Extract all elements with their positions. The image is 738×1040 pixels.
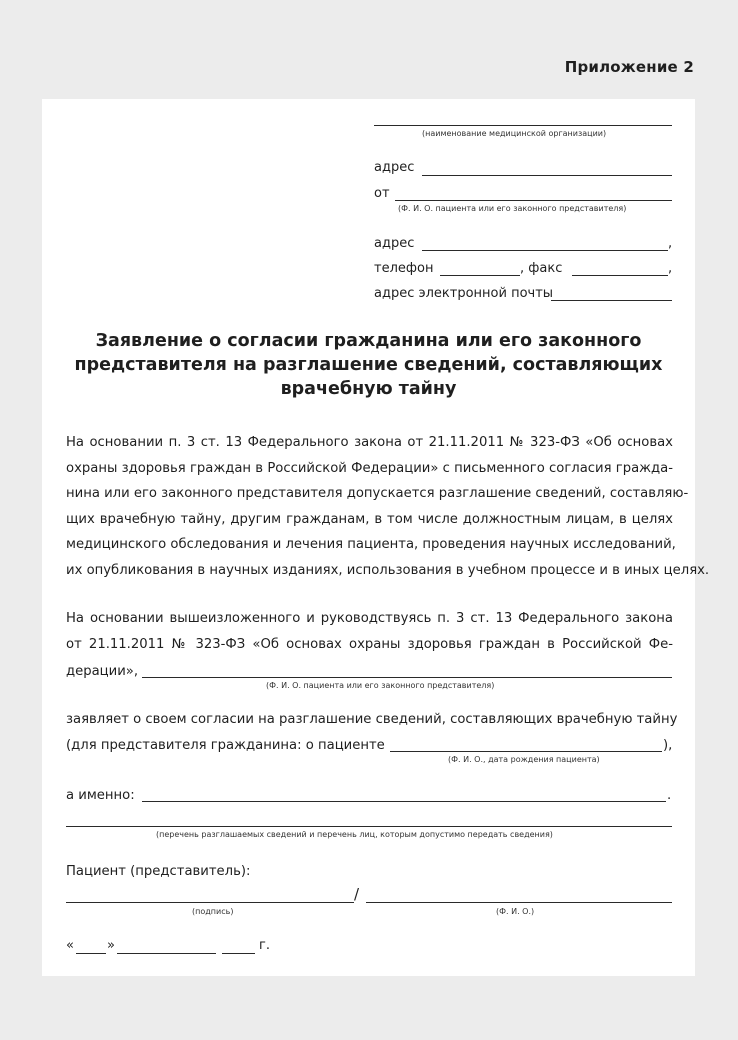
- paragraph1-line-4: щих врачебную тайну, другим гражданам, в том числе должностным лицам, в целях: [66, 511, 673, 527]
- signature-line[interactable]: [66, 902, 354, 903]
- application-form: [42, 99, 710, 976]
- fax-line[interactable]: [572, 275, 668, 276]
- date-day-line[interactable]: [76, 953, 106, 954]
- namely-label: а именно:: [66, 788, 135, 803]
- patient-representative-label: Пациент (представитель):: [66, 864, 251, 879]
- representative-line: (для представителя гражданина: о пациенте: [66, 738, 385, 753]
- date-year-suffix: г.: [259, 938, 270, 953]
- from-caption: (Ф. И. О. пациента или его законного представителя): [398, 204, 627, 213]
- from-label: от: [374, 186, 390, 201]
- signature-caption: (подпись): [192, 907, 234, 916]
- date-open-quote: «: [66, 938, 74, 953]
- paragraph1-line-1: На основании п. 3 ст. 13 Федерального закона от 21.11.2011 № 323-ФЗ «Об основах: [66, 435, 673, 450]
- address2-label: адрес: [374, 236, 415, 251]
- email-label: адрес электронной почты: [374, 286, 554, 301]
- representative-end: ),: [663, 738, 673, 753]
- phone-label: телефон: [374, 261, 434, 276]
- title-line-1: Заявление о согласии гражданина или его законного: [95, 331, 642, 351]
- paragraph2-line-1: На основании вышеизложенного и руководствуясь п. 3 ст. 13 Федерального закона: [66, 611, 673, 626]
- paragraph2-last: дерации»,: [66, 664, 139, 679]
- date-year-line[interactable]: [222, 953, 255, 954]
- legal-basis-paragraph: [66, 430, 710, 583]
- namely-line[interactable]: [142, 801, 666, 802]
- paragraph2-line-2: от 21.11.2011 № 323-ФЗ «Об основах охраны здоровья граждан в Российской Фе-: [66, 636, 673, 652]
- disclosure-list-line[interactable]: [66, 826, 672, 827]
- date-month-line[interactable]: [117, 953, 216, 954]
- appendix-label: Приложение 2: [564, 58, 694, 76]
- paragraph1-line-3: нина или его законного представителя допускается разглашение сведений, составляю-: [66, 486, 689, 501]
- from-line[interactable]: [395, 200, 672, 201]
- document-title: [62, 329, 675, 401]
- phone-line[interactable]: [440, 275, 520, 276]
- paragraph1-line-6: их опубликования в научных изданиях, использования в учебном процессе и в иных целях.: [66, 562, 710, 578]
- organization-caption: (наименование медицинской организации): [422, 129, 607, 138]
- organization-name-line[interactable]: [374, 125, 672, 126]
- address2-comma: ,: [668, 236, 673, 251]
- email-line[interactable]: [551, 300, 672, 301]
- address2-line[interactable]: [422, 250, 668, 251]
- consent-paragraph: [66, 606, 673, 657]
- paragraph1-line-2: охраны здоровья граждан в Российской Федерации» с письменного согласия гражда-: [66, 460, 673, 476]
- namely-end: .: [667, 788, 672, 803]
- paragraph1-line-5: медицинского обследования и лечения пациента, проведения научных исследований,: [66, 537, 676, 552]
- signature-slash: /: [354, 885, 360, 903]
- disclosure-list-caption: (перечень разглашаемых сведений и перечень лиц, которым допустимо передать сведения): [156, 830, 553, 839]
- fax-comma: ,: [668, 261, 673, 276]
- address-line[interactable]: [422, 175, 672, 176]
- title-line-2: представителя на разглашение сведений, составляющих: [74, 355, 663, 375]
- consent-line: заявляет о своем согласии на разглашение сведений, составляющих врачебную тайну: [66, 712, 678, 727]
- fio-short-line[interactable]: [366, 902, 672, 903]
- fio-short-caption: (Ф. И. О.): [496, 907, 535, 916]
- patient-name-dob-line[interactable]: [390, 751, 662, 752]
- date-close-quote: »: [107, 938, 115, 953]
- address-label: адрес: [374, 160, 415, 175]
- title-line-3: врачебную тайну: [280, 379, 457, 399]
- fax-label: , факс: [520, 261, 563, 276]
- patient-name-dob-caption: (Ф. И. О., дата рождения пациента): [448, 755, 600, 764]
- patient-fio-line[interactable]: [142, 677, 672, 678]
- patient-fio-caption: (Ф. И. О. пациента или его законного представителя): [266, 681, 495, 690]
